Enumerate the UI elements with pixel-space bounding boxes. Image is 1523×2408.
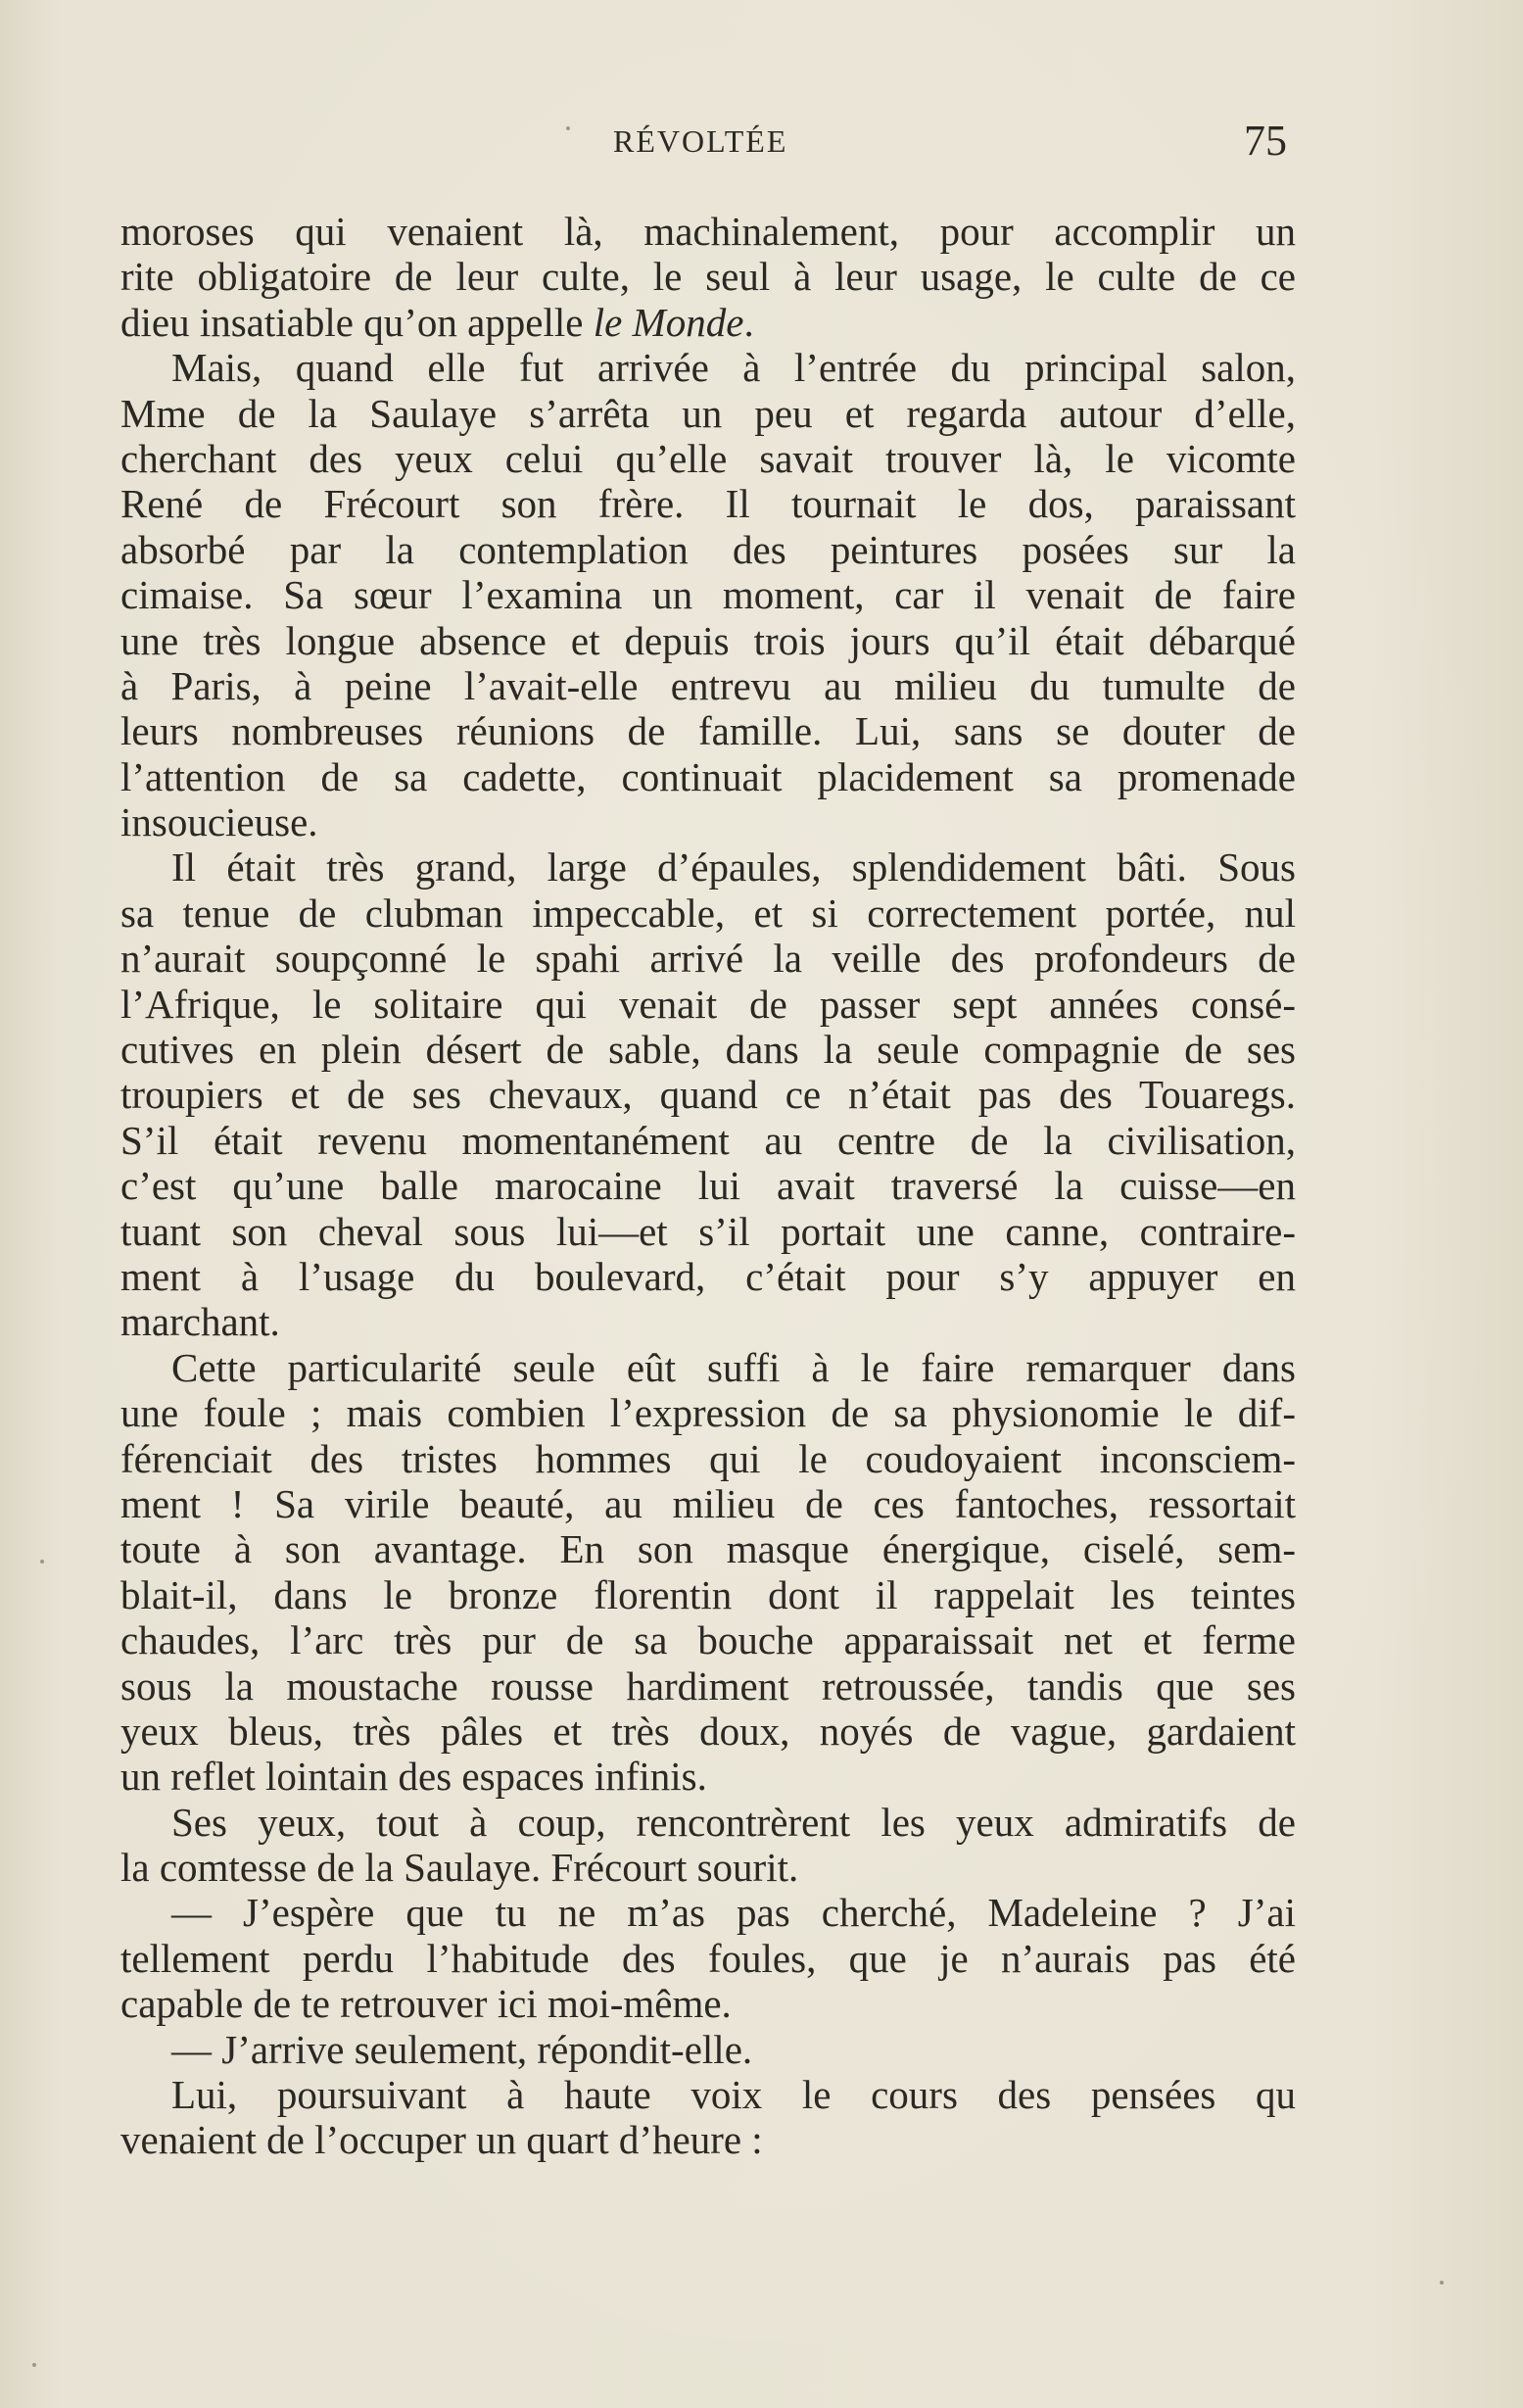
text-line: capable de te retrouver ici moi-même. <box>120 1981 732 2027</box>
text-line: — J’arrive seulement, répondit-elle. <box>171 2026 753 2072</box>
text-line: insoucieuse. <box>120 799 318 845</box>
text-line: ment ! Sa virile beauté, au milieu de ces fantoches, ressortait <box>120 1480 1296 1526</box>
text-line: l’Afrique, le solitaire qui venait de passer sept années consé- <box>120 981 1296 1027</box>
text-line: Mais, quand elle fut arrivée à l’entrée du principal salon, <box>171 345 1296 391</box>
paper-speck <box>32 2363 36 2367</box>
running-head <box>0 116 1523 174</box>
paper-speck <box>40 1560 44 1564</box>
text-line-segment: . <box>743 299 754 345</box>
body-text <box>120 209 1296 2163</box>
text-line-segment: dieu insatiable qu’on appelle <box>120 299 594 345</box>
text-line: un reflet lointain des espaces infinis. <box>120 1754 707 1800</box>
text-line: une foule ; mais combien l’expression de sa physionomie le dif- <box>120 1390 1296 1436</box>
text-line: à Paris, à peine l’avait-elle entrevu au milieu du tumulte de <box>120 662 1296 708</box>
text-line: chaudes, l’arc très pur de sa bouche apparaissait net et ferme <box>120 1617 1296 1663</box>
text-line: moroses qui venaient là, machinalement, pour accomplir un <box>120 209 1296 254</box>
text-line: troupiers et de ses chevaux, quand ce n’était pas des Touaregs. <box>120 1072 1296 1118</box>
paper-speck <box>1440 2281 1444 2285</box>
paper-speck <box>566 126 570 130</box>
text-line: rite obligatoire de leur culte, le seul à leur usage, le culte de ce <box>120 254 1296 300</box>
text-line: ment à l’usage du boulevard, c’était pour s’y appuyer en <box>120 1253 1296 1299</box>
text-line: cimaise. Sa sœur l’examina un moment, car il venait de faire <box>120 572 1296 618</box>
text-line: férenciait des tristes hommes qui le coudoyaient inconsciem- <box>120 1435 1296 1481</box>
text-line <box>120 300 1296 345</box>
text-line: — J’espère que tu ne m’as pas cherché, Madeleine ? J’ai <box>171 1890 1296 1936</box>
text-line: Lui, poursuivant à haute voix le cours des pensées qu <box>171 2072 1296 2118</box>
text-line: leurs nombreuses réunions de famille. Lui, sans se douter de <box>120 708 1296 754</box>
text-line: yeux bleus, très pâles et très doux, noyés de vague, gardaient <box>120 1708 1296 1754</box>
text-line: Cette particularité seule eût suffi à le faire remarquer dans <box>171 1344 1296 1390</box>
text-line: venaient de l’occuper un quart d’heure : <box>120 2117 763 2163</box>
text-line: cutives en plein désert de sable, dans la seule compagnie de ses <box>120 1027 1296 1073</box>
text-line: Mme de la Saulaye s’arrêta un peu et regarda autour d’elle, <box>120 390 1296 436</box>
text-line: sa tenue de clubman impeccable, et si correctement portée, nul <box>120 890 1296 936</box>
running-title: RÉVOLTÉE <box>613 123 788 159</box>
text-line: toute à son avantage. En son masque énergique, ciselé, sem- <box>120 1526 1296 1572</box>
text-line: n’aurait soupçonné le spahi arrivé la veille des profondeurs de <box>120 936 1296 982</box>
text-line: la comtesse de la Saulaye. Frécourt sourit. <box>120 1845 799 1891</box>
text-line: l’attention de sa cadette, continuait placidement sa promenade <box>120 753 1296 799</box>
text-line: Il était très grand, large d’épaules, splendidement bâti. Sous <box>171 844 1296 891</box>
text-line: S’il était revenu momentanément au centre de la civilisation, <box>120 1117 1296 1163</box>
text-line: une très longue absence et depuis trois jours qu’il était débarqué <box>120 617 1296 663</box>
text-line: sous la moustache rousse hardiment retroussée, tandis que ses <box>120 1662 1296 1709</box>
italic-term: le Monde <box>593 299 744 345</box>
text-line: absorbé par la contemplation des peintures posées sur la <box>120 526 1296 572</box>
text-line: tellement perdu l’habitude des foules, que je n’aurais pas été <box>120 1935 1296 1981</box>
text-line: René de Frécourt son frère. Il tournait le dos, paraissant <box>120 481 1296 527</box>
text-line: cherchant des yeux celui qu’elle savait trouver là, le vicomte <box>120 435 1296 481</box>
page-number: 75 <box>1244 117 1287 165</box>
text-line: blait-il, dans le bronze florentin dont il rappelait les teintes <box>120 1571 1296 1617</box>
text-line: c’est qu’une balle marocaine lui avait traversé la cuisse—en <box>120 1163 1296 1209</box>
text-line: tuant son cheval sous lui—et s’il portait une canne, contraire- <box>120 1208 1296 1254</box>
text-line: Ses yeux, tout à coup, rencontrèrent les yeux admiratifs de <box>171 1799 1296 1845</box>
text-line: marchant. <box>120 1299 280 1345</box>
